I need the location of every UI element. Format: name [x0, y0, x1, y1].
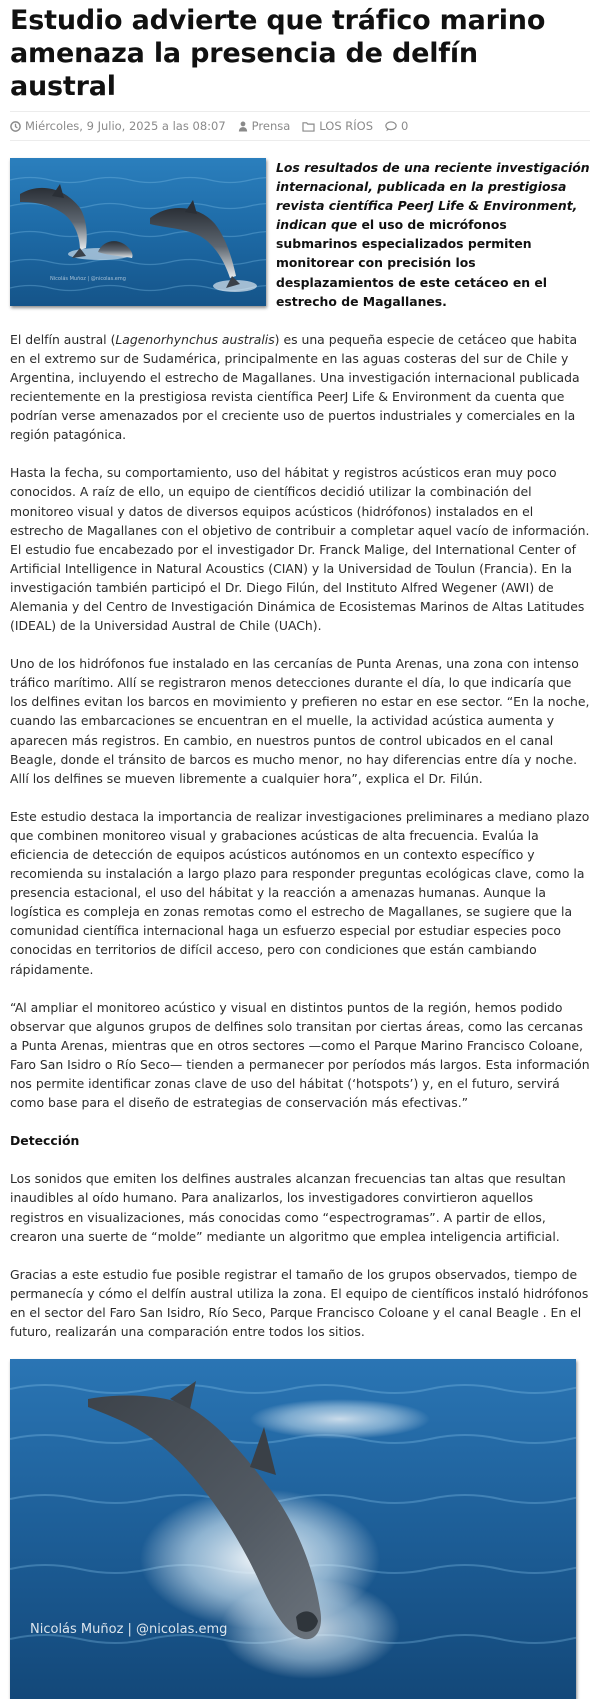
p1-text-a: El delfín austral ( [10, 331, 116, 347]
meta-author [238, 119, 291, 133]
paragraph-7: Gracias a este estudio fue posible registrar el tamaño de los grupos observados, tiempo de permanecía y cómo el delfín austral utiliza la zona. El equipo de científicos instaló hidrófonos en el sector del Faro San Isidro, Río Seco, Parque Francisco Coloane y el canal Beagle . En el futuro, realizarán una comparación entre todos los sitios. [10, 1266, 589, 1339]
article-title: Estudio advierte que tráfico marino amenaza la presencia de delfín austral [10, 5, 546, 102]
user-icon [238, 121, 248, 132]
meta-comments[interactable] [385, 119, 408, 133]
paragraph-1 [10, 330, 590, 445]
paragraph-3: Uno de los hidrófonos fue instalado en las cercanías de Punta Arenas, una zona con intenso tráfico marítimo. Allí se registraron menos detecciones durante el día, lo que indicaría que los delfines evitan los barcos en movimiento y prefieren no estar en ese sector. “En la noche, cuando las embarcaciones se encuentran en el muelle, la actividad acústica aumenta y aparecen más registros. En cambio, en nuestros puntos de control ubicados en el canal Beagle, donde el tránsito de barcos es mucho menor, no hay diferencias entre día y noche. Allí los delfines se mueven libremente a cualquier hora”, explica el Dr. Filún. [10, 656, 590, 786]
paragraph-2: Hasta la fecha, su comportamiento, uso del hábitat y registros acústicos eran muy poco conocidos. A raíz de ello, un equipo de científicos decidió utilizar la combinación del monitoreo visual y datos de diversos equipos acústicos (hidrófonos) instalados en el estrecho de Magallanes con el objetivo de contribuir a completar aquel vacío de información. El estudio fue encabezado por el investigador Dr. Franck Malige, del International Center of Artificial Intelligence in Natural Acoustics (CIAN) y la Universidad de Toulun (Francia). En la investigación también participó el Dr. Diego Filún, del Instituto Alfred Wegener (AWI) de Alemania y del Centro de Investigación Dinámica de Ecosistemas Marinos de Altas Latitudes (IDEAL) de la Universidad Austral de Chile (UACh). [10, 465, 590, 634]
photo1-credit: Nicolás Muñoz | @nicolas.emg [50, 276, 126, 282]
article-body [10, 158, 590, 1699]
meta-category-link[interactable]: LOS RÍOS [319, 119, 374, 133]
folder-icon [302, 121, 315, 132]
meta-category[interactable] [302, 119, 373, 133]
article-photo-dolphin-surfacing [10, 1359, 576, 1699]
paragraph-5-quote: “Al ampliar el monitoreo acústico y visual en distintos puntos de la región, hemos podido observar que algunos grupos de delfines solo transitan por ciertas áreas, como las cercanas a Punta Arenas, mientras que en otros sectores —como el Parque Marino Francisco Coloane, Faro San Isidro o Río Seco— tienden a permanecer por períodos más largos. Esta información nos permite identificar zonas clave de uso del hábitat (‘hotspots’) y, en el futuro, servirá como base para el diseño de estrategias de conservación más efectivas.” [10, 999, 590, 1111]
comment-icon [385, 121, 397, 132]
clock-icon [10, 121, 21, 132]
article-meta [10, 111, 590, 141]
lead-bold: el uso de micrófonos submarinos especializados permiten monitorear con precisión los desplazamientos de este cetáceo en el estrecho de Magallanes. [276, 217, 548, 309]
meta-date-text: Miércoles, 9 Julio, 2025 a las 08:07 [25, 119, 226, 133]
meta-author-text: Prensa [251, 119, 291, 133]
section-heading-deteccion: Detección [10, 1133, 80, 1149]
dolphin-surfacing-illustration [10, 1359, 576, 1699]
article-photo-dolphins-jumping [10, 158, 266, 306]
dolphins-jumping-illustration [10, 158, 266, 306]
photo2-credit: Nicolás Muñoz | @nicolas.emg [30, 1622, 228, 1638]
meta-date [10, 119, 226, 133]
lead-italic: Los resultados de una reciente investigación internacional, publicada en la prestigiosa revista científica PeerJ Life & Environment, indican que [276, 160, 590, 233]
paragraph-4: Este estudio destaca la importancia de realizar investigaciones preliminares a mediano plazo que combinen monitoreo visual y grabaciones acústicas de alta frecuencia. Evalúa la eficiencia de detección de equipos acústicos autónomos en un contexto específico y recomienda su instalación a largo plazo para responder preguntas ecológicas clave, como la presencia estacional, el uso del hábitat y la reacción a amenazas humanas. Aunque la logística es compleja en zonas remotas como el estrecho de Magallanes, se sugiere que la comunidad científica internacional haga un esfuerzo especial por estudiar especies poco conocidas en territorios de difícil acceso, pero con condiciones que están cambiando rápidamente. [10, 808, 590, 977]
species-name: Lagenorhynchus australis [115, 331, 275, 347]
p1-text-b: ) es una pequeña especie de cetáceo que habita en el extremo sur de Sudamérica, principalmente en las aguas costeras del sur de Chile y Argentina, incluyendo el estrecho de Magallanes. Una investigación internacional publicada recientemente en la prestigiosa revista científica PeerJ Life & Environment da cuenta que podrían verse amenazados por el creciente uso de puertos industriales y comerciales en la región patagónica. [10, 331, 580, 443]
paragraph-6: Los sonidos que emiten los delfines australes alcanzan frecuencias tan altas que resultan inaudibles al oído humano. Para analizarlos, los investigadores convirtieron aquellos registros en visualizaciones, más conocidas como “espectrogramas”. A partir de ellos, crearon una suerte de “molde” mediante un algoritmo que emplea inteligencia artificial. [10, 1171, 566, 1244]
meta-comments-count[interactable]: 0 [401, 119, 409, 133]
